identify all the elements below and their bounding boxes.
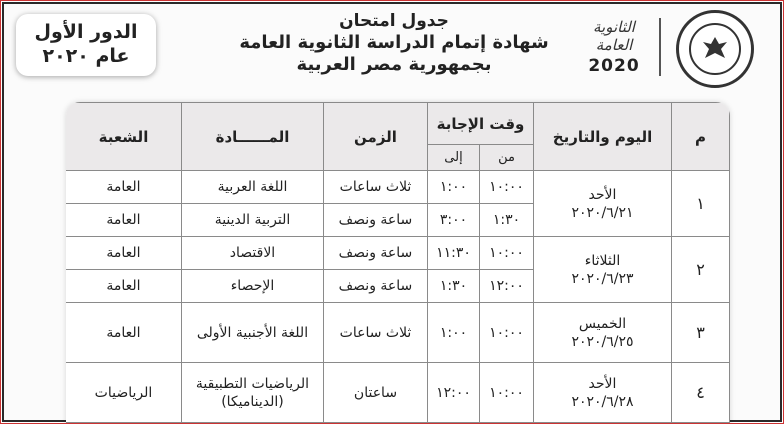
cell-to: ٣:٠٠ [427,204,479,237]
cell-division: العامة [66,237,181,270]
round-line-1: الدور الأول [34,21,138,43]
cell-duration: ساعة ونصف [323,270,427,303]
row-day-date [534,237,672,303]
cell-to: ١:٠٠ [427,303,479,363]
row-num: ٣ [672,303,730,363]
cell-duration: ساعة ونصف [323,204,427,237]
title-line-1: جدول امتحان [339,11,449,31]
cell-division: العامة [66,270,181,303]
schedule-table [66,102,730,424]
cell-subject: التربية الدينية [181,204,323,237]
header-division: الشعبة [66,103,181,171]
cell-from: ١٠:٠٠ [480,237,534,270]
row-date: ٢٠٢٠/٦/٢٥ [571,333,634,350]
cell-subject: الإحصاء [181,270,323,303]
row-date: ٢٠٢٠/٦/٢٨ [571,393,634,410]
cell-division: الرياضيات [66,363,181,423]
cell-from: ١٢:٠٠ [480,270,534,303]
ministry-seal-logo [676,10,754,88]
round-line-2: عام ٢٠٢٠ [42,45,130,67]
cell-from: ١٠:٠٠ [480,303,534,363]
brand-script: الثانوية العامة [593,18,635,54]
cell-duration: ساعة ونصف [323,237,427,270]
cell-subject: اللغة العربية [181,171,323,204]
eagle-emblem-icon [689,23,741,75]
title-line-2: شهادة إتمام الدراسة الثانوية العامة [239,32,549,53]
cell-to: ١:٣٠ [427,270,479,303]
header-subject: المــــــادة [181,103,323,171]
cell-subject: اللغة الأجنبية الأولى [181,303,323,363]
row-day-date [534,363,672,423]
row-day: الأحد [588,375,617,392]
document-frame [2,2,782,422]
cell-subject: الاقتصاد [181,237,323,270]
cell-to: ١:٠٠ [427,171,479,204]
cell-division: العامة [66,303,181,363]
cell-division: العامة [66,204,181,237]
row-num: ٤ [672,363,730,423]
header-answer-time: وقت الإجابة [427,103,533,145]
header-from: من [480,145,534,171]
row-num: ٢ [672,237,730,303]
row-day: الخميس [578,315,627,332]
brand-year: 2020 [588,56,640,76]
subject-line-2: (الديناميكا) [221,393,284,410]
row-date: ٢٠٢٠/٦/٢٣ [571,270,634,287]
table-row [66,171,730,204]
row-num: ١ [672,171,730,237]
header-num: م [672,103,730,171]
table-row [66,363,730,423]
subject-line-1: الرياضيات التطبيقية [195,375,310,392]
cell-duration: ثلاث ساعات [323,171,427,204]
title-line-3: بجمهورية مصر العربية [296,54,492,75]
cell-subject [181,363,323,423]
cell-to: ١١:٣٠ [427,237,479,270]
header-duration: الزمن [323,103,427,171]
table-row [66,303,730,363]
page-title [184,10,604,76]
cell-from: ١٠:٠٠ [480,171,534,204]
cell-from: ١٠:٠٠ [480,363,534,423]
row-day: الأحد [588,186,617,203]
cell-duration: ساعتان [323,363,427,423]
row-day: الثلاثاء [584,252,621,269]
header-to: إلى [427,145,479,171]
cell-from: ١:٣٠ [480,204,534,237]
table-row [66,237,730,270]
cell-to: ١٢:٠٠ [427,363,479,423]
header-day-date: اليوم والتاريخ [534,103,672,171]
row-day-date [534,171,672,237]
cell-division: العامة [66,171,181,204]
round-badge [16,14,156,76]
header-divider [659,18,661,76]
row-date: ٢٠٢٠/٦/٢١ [571,204,634,221]
row-day-date [534,303,672,363]
cell-duration: ثلاث ساعات [323,303,427,363]
